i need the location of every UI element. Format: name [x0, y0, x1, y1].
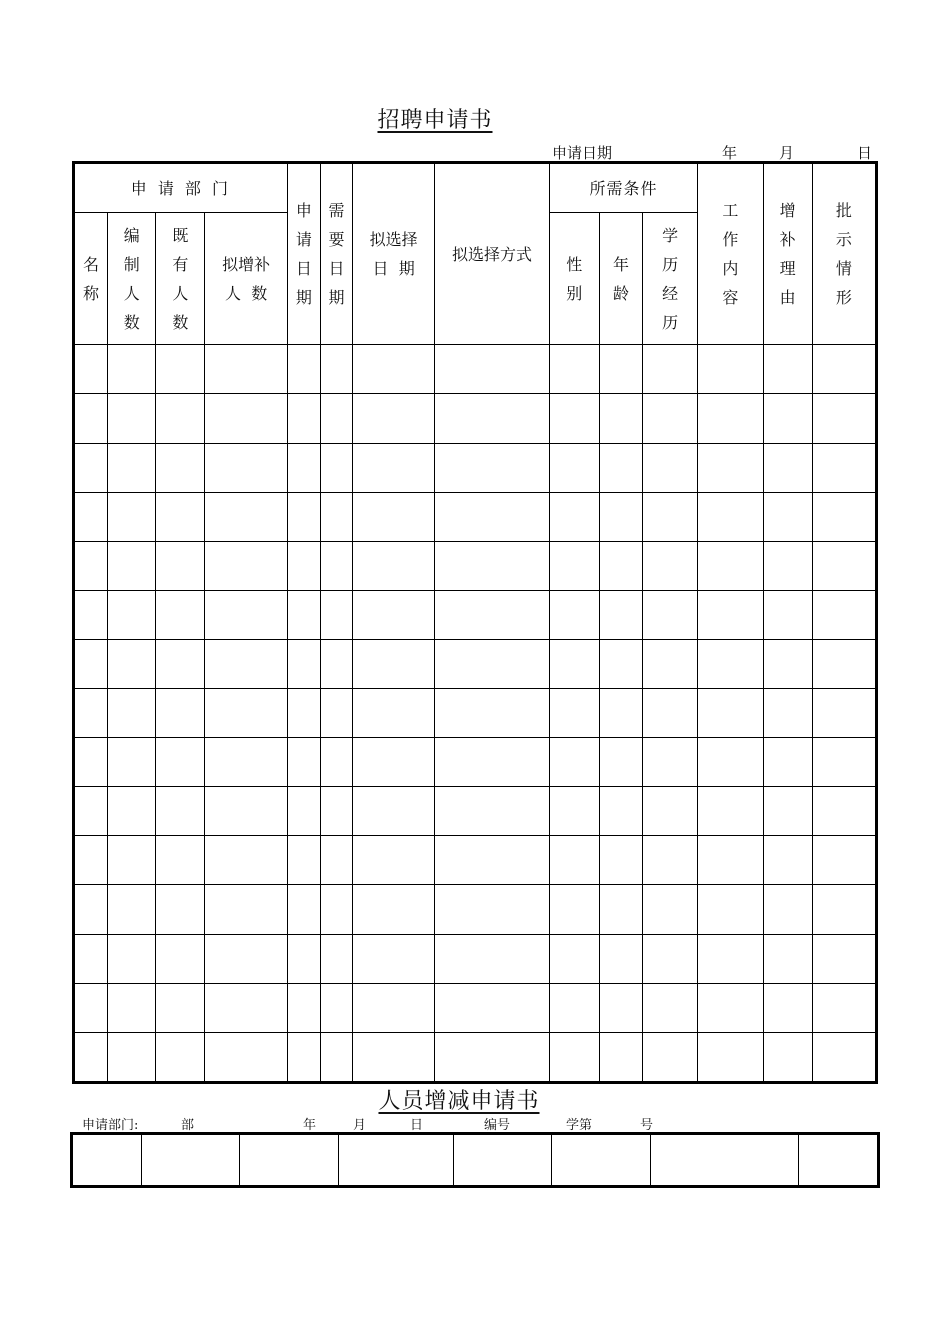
day-label: 日: [857, 144, 873, 162]
table-cell[interactable]: [599, 885, 642, 934]
table-cell[interactable]: [205, 345, 287, 394]
header-existing: 既 有 人 数: [156, 213, 205, 345]
table-cell[interactable]: [108, 787, 156, 836]
table-cell[interactable]: [320, 738, 352, 787]
table-cell[interactable]: [156, 689, 205, 738]
table-cell[interactable]: [812, 590, 876, 639]
table-cell[interactable]: [435, 590, 549, 639]
table-cell[interactable]: [763, 885, 812, 934]
table-cell[interactable]: [74, 394, 108, 443]
table-cell[interactable]: [812, 492, 876, 541]
table-cell[interactable]: [812, 836, 876, 885]
table-cell[interactable]: [74, 787, 108, 836]
table-cell[interactable]: [435, 787, 549, 836]
table-cell[interactable]: [287, 934, 320, 983]
header-to-add: 拟增补 人 数: [205, 213, 287, 345]
table-cell[interactable]: [812, 345, 876, 394]
table-row: [74, 639, 877, 688]
table-cell[interactable]: [599, 443, 642, 492]
table-cell[interactable]: [812, 934, 876, 983]
table-cell[interactable]: [156, 394, 205, 443]
form2-cell[interactable]: [72, 1134, 142, 1187]
table-cell[interactable]: [698, 639, 763, 688]
table-cell[interactable]: [320, 639, 352, 688]
table-cell[interactable]: [643, 345, 698, 394]
table-cell[interactable]: [353, 983, 435, 1032]
table-cell[interactable]: [353, 394, 435, 443]
table-cell[interactable]: [205, 590, 287, 639]
table-cell[interactable]: [435, 885, 549, 934]
table-cell[interactable]: [812, 983, 876, 1032]
table-cell[interactable]: [435, 345, 549, 394]
table-cell[interactable]: [156, 836, 205, 885]
table-cell[interactable]: [320, 836, 352, 885]
table-cell[interactable]: [320, 885, 352, 934]
table-cell[interactable]: [156, 738, 205, 787]
table-cell[interactable]: [108, 394, 156, 443]
header-department: 申 请 部 门: [74, 163, 288, 213]
table-cell[interactable]: [549, 1032, 599, 1082]
table-cell[interactable]: [320, 1032, 352, 1082]
table-cell[interactable]: [763, 738, 812, 787]
table-cell[interactable]: [599, 934, 642, 983]
table-cell[interactable]: [643, 639, 698, 688]
table-cell[interactable]: [108, 541, 156, 590]
table-cell[interactable]: [549, 443, 599, 492]
header-education: 学 历 经 历: [643, 213, 698, 345]
table-cell[interactable]: [698, 934, 763, 983]
table-row: [74, 541, 877, 590]
table-cell[interactable]: [435, 443, 549, 492]
table-cell[interactable]: [353, 492, 435, 541]
table-cell[interactable]: [812, 689, 876, 738]
table-cell[interactable]: [698, 492, 763, 541]
table-cell[interactable]: [549, 885, 599, 934]
table-cell[interactable]: [763, 492, 812, 541]
table-cell[interactable]: [549, 689, 599, 738]
table-cell[interactable]: [205, 639, 287, 688]
table-cell[interactable]: [549, 934, 599, 983]
table-cell[interactable]: [287, 639, 320, 688]
table-cell[interactable]: [74, 934, 108, 983]
table-cell[interactable]: [287, 443, 320, 492]
table-row: [74, 590, 877, 639]
table-row: [74, 1032, 877, 1082]
table-cell[interactable]: [698, 787, 763, 836]
table-cell[interactable]: [320, 345, 352, 394]
table-row: [74, 394, 877, 443]
table-cell[interactable]: [698, 885, 763, 934]
table-cell[interactable]: [287, 492, 320, 541]
table-cell[interactable]: [287, 836, 320, 885]
table-cell[interactable]: [643, 492, 698, 541]
table-cell[interactable]: [156, 443, 205, 492]
table-cell[interactable]: [156, 345, 205, 394]
table-row: [74, 983, 877, 1032]
table-cell[interactable]: [205, 738, 287, 787]
table-cell[interactable]: [643, 983, 698, 1032]
table-row: [74, 492, 877, 541]
table-cell[interactable]: [353, 443, 435, 492]
table-cell[interactable]: [287, 541, 320, 590]
table-cell[interactable]: [812, 738, 876, 787]
table-cell[interactable]: [320, 590, 352, 639]
table-cell[interactable]: [698, 443, 763, 492]
form2-cell[interactable]: [552, 1134, 651, 1187]
table-cell[interactable]: [205, 934, 287, 983]
table-cell[interactable]: [205, 541, 287, 590]
table-cell[interactable]: [287, 345, 320, 394]
apply-date-bar: [0, 142, 950, 162]
table-cell[interactable]: [353, 885, 435, 934]
table-cell[interactable]: [599, 639, 642, 688]
table-cell[interactable]: [435, 541, 549, 590]
table-cell[interactable]: [435, 983, 549, 1032]
table-cell[interactable]: [353, 1032, 435, 1082]
table-cell[interactable]: [205, 836, 287, 885]
table-cell[interactable]: [763, 836, 812, 885]
table-cell[interactable]: [812, 639, 876, 688]
table-cell[interactable]: [74, 443, 108, 492]
table-cell[interactable]: [812, 541, 876, 590]
table-cell[interactable]: [205, 983, 287, 1032]
table-cell[interactable]: [108, 983, 156, 1032]
table-cell[interactable]: [353, 345, 435, 394]
table-cell[interactable]: [549, 590, 599, 639]
header-staffing: 编 制 人 数: [108, 213, 156, 345]
recruitment-table: [72, 161, 878, 1084]
header-approval: 批 示 情 形: [812, 163, 876, 345]
table-cell[interactable]: [763, 541, 812, 590]
table-cell[interactable]: [435, 492, 549, 541]
table-cell[interactable]: [812, 787, 876, 836]
table-cell[interactable]: [549, 787, 599, 836]
table-cell[interactable]: [108, 885, 156, 934]
table-cell[interactable]: [74, 738, 108, 787]
table-cell[interactable]: [549, 394, 599, 443]
table-cell[interactable]: [698, 590, 763, 639]
table-cell[interactable]: [353, 639, 435, 688]
table-row: [74, 836, 877, 885]
table-cell[interactable]: [287, 787, 320, 836]
table-cell[interactable]: [435, 639, 549, 688]
personnel-change-table: [70, 1132, 880, 1188]
apply-date-label: 申请日期: [552, 144, 613, 162]
table-cell[interactable]: [108, 738, 156, 787]
table-cell[interactable]: [108, 492, 156, 541]
header-age: 年 龄: [599, 213, 642, 345]
form2-year-label: 年: [303, 1118, 317, 1133]
table-cell[interactable]: [320, 689, 352, 738]
table-cell[interactable]: [435, 689, 549, 738]
table-cell[interactable]: [435, 394, 549, 443]
table-cell[interactable]: [353, 738, 435, 787]
header-apply-date: 申 请 日 期: [287, 163, 320, 345]
table-cell[interactable]: [74, 492, 108, 541]
table-cell[interactable]: [353, 787, 435, 836]
table-cell[interactable]: [698, 541, 763, 590]
table-cell[interactable]: [156, 541, 205, 590]
table-cell[interactable]: [643, 787, 698, 836]
table-cell[interactable]: [353, 541, 435, 590]
table-row: [74, 738, 877, 787]
table-cell[interactable]: [643, 836, 698, 885]
table-cell[interactable]: [643, 934, 698, 983]
table-cell[interactable]: [74, 836, 108, 885]
table-cell[interactable]: [156, 639, 205, 688]
form2-day-label: 日: [410, 1118, 424, 1133]
header-need-date: 需 要 日 期: [320, 163, 352, 345]
table-cell[interactable]: [435, 934, 549, 983]
table-cell[interactable]: [599, 689, 642, 738]
form2-cell[interactable]: [142, 1134, 240, 1187]
table-cell[interactable]: [108, 934, 156, 983]
table-cell[interactable]: [74, 590, 108, 639]
table-cell[interactable]: [599, 836, 642, 885]
table-cell[interactable]: [549, 738, 599, 787]
table-cell[interactable]: [763, 934, 812, 983]
table-cell[interactable]: [812, 394, 876, 443]
table-cell[interactable]: [108, 639, 156, 688]
table-cell[interactable]: [549, 541, 599, 590]
table-cell[interactable]: [287, 1032, 320, 1082]
table-row: [74, 885, 877, 934]
table-cell[interactable]: [599, 787, 642, 836]
table-cell[interactable]: [156, 1032, 205, 1082]
form2-number-label: 编号: [484, 1118, 511, 1133]
form2-row: [72, 1134, 879, 1187]
table-cell[interactable]: [599, 590, 642, 639]
table-row: [74, 689, 877, 738]
table-cell[interactable]: [763, 1032, 812, 1082]
table-cell[interactable]: [287, 394, 320, 443]
table-cell[interactable]: [599, 541, 642, 590]
table-cell[interactable]: [549, 983, 599, 1032]
table-cell[interactable]: [599, 1032, 642, 1082]
form2-cell[interactable]: [240, 1134, 338, 1187]
table-cell[interactable]: [643, 541, 698, 590]
table-cell[interactable]: [320, 443, 352, 492]
form-title: 招聘申请书: [377, 108, 493, 133]
table-cell[interactable]: [74, 345, 108, 394]
form2-prefix-label: 学第: [566, 1118, 593, 1133]
table-cell[interactable]: [698, 738, 763, 787]
table-cell[interactable]: [74, 885, 108, 934]
form2-cell[interactable]: [453, 1134, 551, 1187]
header-select-method: 拟选择方式: [435, 163, 549, 345]
table-cell[interactable]: [698, 689, 763, 738]
table-cell[interactable]: [599, 345, 642, 394]
table-cell[interactable]: [287, 689, 320, 738]
table-cell[interactable]: [698, 836, 763, 885]
table-cell[interactable]: [435, 738, 549, 787]
header-reason: 增 补 理 由: [763, 163, 812, 345]
table-cell[interactable]: [549, 836, 599, 885]
table-cell[interactable]: [698, 1032, 763, 1082]
table-cell[interactable]: [763, 345, 812, 394]
table-cell[interactable]: [599, 983, 642, 1032]
table-cell[interactable]: [643, 885, 698, 934]
header-name: 名 称: [74, 213, 108, 345]
form2-cell[interactable]: [338, 1134, 453, 1187]
table-cell[interactable]: [74, 689, 108, 738]
month-label: 月: [779, 144, 795, 162]
table-cell[interactable]: [763, 443, 812, 492]
table-cell[interactable]: [643, 394, 698, 443]
form2-cell[interactable]: [798, 1134, 878, 1187]
table-cell[interactable]: [643, 689, 698, 738]
table-cell[interactable]: [698, 983, 763, 1032]
header-select-date: 拟选择 日 期: [353, 163, 435, 345]
table-cell[interactable]: [599, 492, 642, 541]
table-cell[interactable]: [320, 983, 352, 1032]
table-cell[interactable]: [74, 639, 108, 688]
table-cell[interactable]: [287, 738, 320, 787]
header-requirements: 所需条件: [549, 163, 698, 213]
table-cell[interactable]: [763, 639, 812, 688]
table-cell[interactable]: [435, 836, 549, 885]
table-cell[interactable]: [205, 492, 287, 541]
table-cell[interactable]: [320, 541, 352, 590]
table-cell[interactable]: [108, 1032, 156, 1082]
table-cell[interactable]: [205, 885, 287, 934]
form2-info-bar: [0, 1114, 950, 1132]
table-cell[interactable]: [156, 590, 205, 639]
table-cell[interactable]: [156, 492, 205, 541]
table-row: [74, 787, 877, 836]
form2-cell[interactable]: [651, 1134, 798, 1187]
table-cell[interactable]: [205, 443, 287, 492]
table-row: [74, 443, 877, 492]
table-cell[interactable]: [156, 787, 205, 836]
table-cell[interactable]: [643, 443, 698, 492]
table-cell[interactable]: [549, 492, 599, 541]
table-cell[interactable]: [549, 345, 599, 394]
table-cell[interactable]: [643, 738, 698, 787]
form2-title: 人员增减申请书: [378, 1089, 540, 1114]
table-cell[interactable]: [763, 787, 812, 836]
form2-number-suffix: 号: [640, 1118, 654, 1133]
table-cell[interactable]: [763, 689, 812, 738]
table-cell[interactable]: [599, 738, 642, 787]
table-cell[interactable]: [812, 885, 876, 934]
table-cell[interactable]: [108, 590, 156, 639]
table-cell[interactable]: [74, 541, 108, 590]
table-cell[interactable]: [812, 1032, 876, 1082]
table-cell[interactable]: [156, 983, 205, 1032]
header-gender: 性 别: [549, 213, 599, 345]
table-cell[interactable]: [763, 983, 812, 1032]
table-cell[interactable]: [287, 885, 320, 934]
table-cell[interactable]: [353, 689, 435, 738]
table-cell[interactable]: [74, 983, 108, 1032]
table-cell[interactable]: [643, 590, 698, 639]
table-row: [74, 934, 877, 983]
header-work-content: 工 作 内 容: [698, 163, 763, 345]
table-cell[interactable]: [156, 934, 205, 983]
table-cell[interactable]: [698, 345, 763, 394]
year-label: 年: [722, 144, 738, 162]
table-cell[interactable]: [763, 394, 812, 443]
table-cell[interactable]: [287, 590, 320, 639]
table-cell[interactable]: [353, 590, 435, 639]
table-row: [74, 345, 877, 394]
form2-dept-label: 申请部门:: [82, 1118, 139, 1133]
table-cell[interactable]: [156, 885, 205, 934]
table-cell[interactable]: [549, 639, 599, 688]
table-cell[interactable]: [108, 443, 156, 492]
table-cell[interactable]: [320, 492, 352, 541]
table-cell[interactable]: [108, 689, 156, 738]
table-cell[interactable]: [643, 1032, 698, 1082]
table-cell[interactable]: [74, 1032, 108, 1082]
table-cell[interactable]: [205, 1032, 287, 1082]
table-cell[interactable]: [698, 394, 763, 443]
table-cell[interactable]: [205, 689, 287, 738]
table-cell[interactable]: [320, 934, 352, 983]
table-cell[interactable]: [287, 983, 320, 1032]
form2-month-label: 月: [353, 1118, 367, 1133]
table-cell[interactable]: [353, 934, 435, 983]
table-cell[interactable]: [320, 787, 352, 836]
table-cell[interactable]: [812, 443, 876, 492]
table-cell[interactable]: [599, 394, 642, 443]
table-cell[interactable]: [205, 394, 287, 443]
table-cell[interactable]: [763, 590, 812, 639]
table-cell[interactable]: [205, 787, 287, 836]
table-cell[interactable]: [108, 345, 156, 394]
table-cell[interactable]: [320, 394, 352, 443]
table-cell[interactable]: [108, 836, 156, 885]
table-cell[interactable]: [353, 836, 435, 885]
form2-dept-suffix: 部: [181, 1118, 195, 1133]
table-cell[interactable]: [435, 1032, 549, 1082]
